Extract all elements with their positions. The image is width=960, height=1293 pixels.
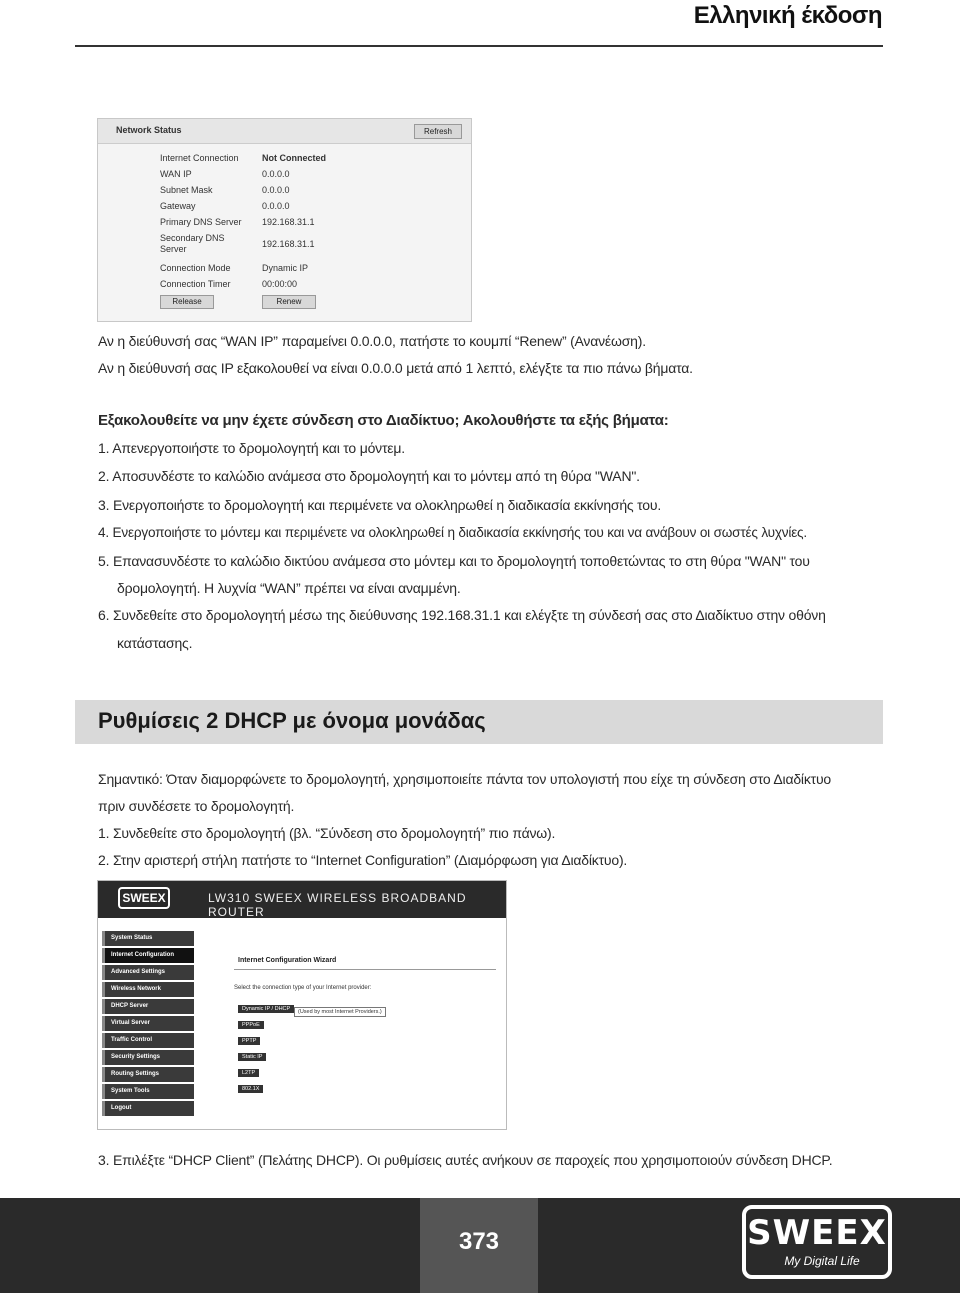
step-item: 3. Ενεργοποιήστε το δρομολογητή και περιμένετε να ολοκληρωθεί η διαδικασία εκκίνησής του. [98, 497, 662, 513]
ns-label: WAN IP [160, 169, 192, 179]
wizard-subtitle: Select the connection type of your Internet provider: [234, 985, 372, 991]
network-status-screenshot [97, 118, 472, 322]
note-text: πριν συνδέσετε το δρομολογητή. [98, 798, 295, 814]
ns-value: Not Connected [262, 153, 326, 163]
step-item: 6. Συνδεθείτε στο δρομολογητή μέσω της διεύθυνσης 192.168.31.1 και ελέγξτε τη σύνδεσή σας στο Διαδίκτυο στην οθόνη [98, 607, 826, 623]
step-item: 2. Αποσυνδέστε το καλώδιο ανάμεσα στο δρομολογητή και το μόντεμ από τη θύρα "WAN". [98, 468, 640, 484]
ns-value: 0.0.0.0 [262, 201, 290, 211]
nav-traffic-control[interactable]: Traffic Control [102, 1033, 194, 1048]
ns-value: 0.0.0.0 [262, 169, 290, 179]
renew-button[interactable]: Renew [262, 295, 316, 309]
step-item: 1. Συνδεθείτε στο δρομολογητή (βλ. “Σύνδεση στο δρομολογητή” πιο πάνω). [98, 825, 556, 841]
ns-value: 00:00:00 [262, 279, 298, 289]
ns-label: Secondary DNS Server [160, 233, 225, 254]
nav-system-status[interactable]: System Status [102, 931, 194, 946]
nav-dhcp-server[interactable]: DHCP Server [102, 999, 194, 1014]
ns-value: 192.168.31.1 [262, 239, 315, 249]
section-title: Ρυθμίσεις 2 DHCP με όνομα μονάδας [98, 708, 486, 733]
ns-label: Subnet Mask [160, 185, 213, 195]
nav-internet-configuration[interactable]: Internet Configuration [102, 948, 194, 963]
release-button[interactable]: Release [160, 295, 214, 309]
router-nav [102, 931, 194, 1118]
paragraph: Αν η διεύθυνσή σας IP εξακολουθεί να είναι 0.0.0.0 μετά από 1 λεπτό, ελέγξτε τα πιο πάνω βήματα. [98, 360, 693, 376]
step-item-cont: κατάστασης. [117, 635, 193, 651]
nav-routing-settings[interactable]: Routing Settings [102, 1067, 194, 1082]
option-pptp[interactable]: PPTP [238, 1037, 260, 1045]
nav-system-tools[interactable]: System Tools [102, 1084, 194, 1099]
sweex-tagline: My Digital Life [784, 1254, 860, 1268]
header-divider [75, 45, 883, 47]
paragraph: Αν η διεύθυνσή σας “WAN IP” παραμείνει 0.0.0.0, πατήστε το κουμπί “Renew” (Ανανέωση). [98, 333, 646, 349]
ns-label: Primary DNS Server [160, 217, 242, 227]
step-item: 2. Στην αριστερή στήλη πατήστε το “Internet Configuration” (Διαμόρφωση για Διαδίκτυο). [98, 852, 628, 868]
step-item: 4. Ενεργοποιήστε το μόντεμ και περιμένετε να ολοκληρωθεί η διαδικασία εκκίνησής του και να ανάβουν οι σωστές λυχνίες. [98, 525, 807, 540]
note-text: Σημαντικό: Όταν διαμορφώνετε το δρομολογητή, χρησιμοποιείτε πάντα τον υπολογιστή που είχε τη σύνδεση στο Διαδίκτυο [98, 771, 832, 787]
network-status-title: Network Status [116, 125, 182, 135]
sweex-logo-text: SWEEX [747, 1213, 887, 1253]
wizard-divider [234, 969, 496, 970]
nav-logout[interactable]: Logout [102, 1101, 194, 1116]
step-item: 1. Απενεργοποιήστε το δρομολογητή και το μόντεμ. [98, 440, 405, 456]
option-8021x[interactable]: 802.1X [238, 1085, 263, 1093]
step-item: 3. Επιλέξτε “DHCP Client” (Πελάτης DHCP). Οι ρυθμίσεις αυτές ανήκουν σε παροχείς που χρησιμοποιούν σύνδεση DHCP. [98, 1152, 833, 1168]
router-logo: SWEEX [118, 887, 170, 909]
nav-security-settings[interactable]: Security Settings [102, 1050, 194, 1065]
option-description: (Used by most Internet Providers.) [294, 1007, 386, 1017]
ns-value: 192.168.31.1 [262, 217, 315, 227]
steps-heading: Εξακολουθείτε να μην έχετε σύνδεση στο Διαδίκτυο; Ακολουθήστε τα εξής βήματα: [98, 412, 669, 429]
page-number: 373 [458, 1228, 500, 1255]
router-title: LW310 SWEEX WIRELESS BROADBAND ROUTER [208, 891, 467, 919]
ns-label: Connection Timer [160, 279, 231, 289]
ns-label: Internet Connection [160, 153, 239, 163]
nav-virtual-server[interactable]: Virtual Server [102, 1016, 194, 1031]
step-item: 5. Επανασυνδέστε το καλώδιο δικτύου ανάμεσα στο μόντεμ και το δρομολογητή τοποθετώντας το στη θύρα "WAN" του [98, 553, 810, 569]
option-dynamic-ip[interactable]: Dynamic IP / DHCP [238, 1005, 294, 1013]
refresh-button[interactable]: Refresh [414, 124, 462, 139]
ns-label: Gateway [160, 201, 196, 211]
ns-value: Dynamic IP [262, 263, 309, 273]
step-item-cont: δρομολογητή. Η λυχνία “WAN” πρέπει να είναι αναμμένη. [117, 580, 461, 596]
option-pppoe[interactable]: PPPoE [238, 1021, 264, 1029]
option-l2tp[interactable]: L2TP [238, 1069, 259, 1077]
nav-advanced-settings[interactable]: Advanced Settings [102, 965, 194, 980]
page-header-title: Ελληνική έκδοση [693, 2, 882, 29]
nav-wireless-network[interactable]: Wireless Network [102, 982, 194, 997]
wizard-title: Internet Configuration Wizard [238, 957, 337, 964]
ns-value: 0.0.0.0 [262, 185, 290, 195]
ns-label: Connection Mode [160, 263, 231, 273]
option-static-ip[interactable]: Static IP [238, 1053, 266, 1061]
router-screenshot [97, 880, 507, 1130]
